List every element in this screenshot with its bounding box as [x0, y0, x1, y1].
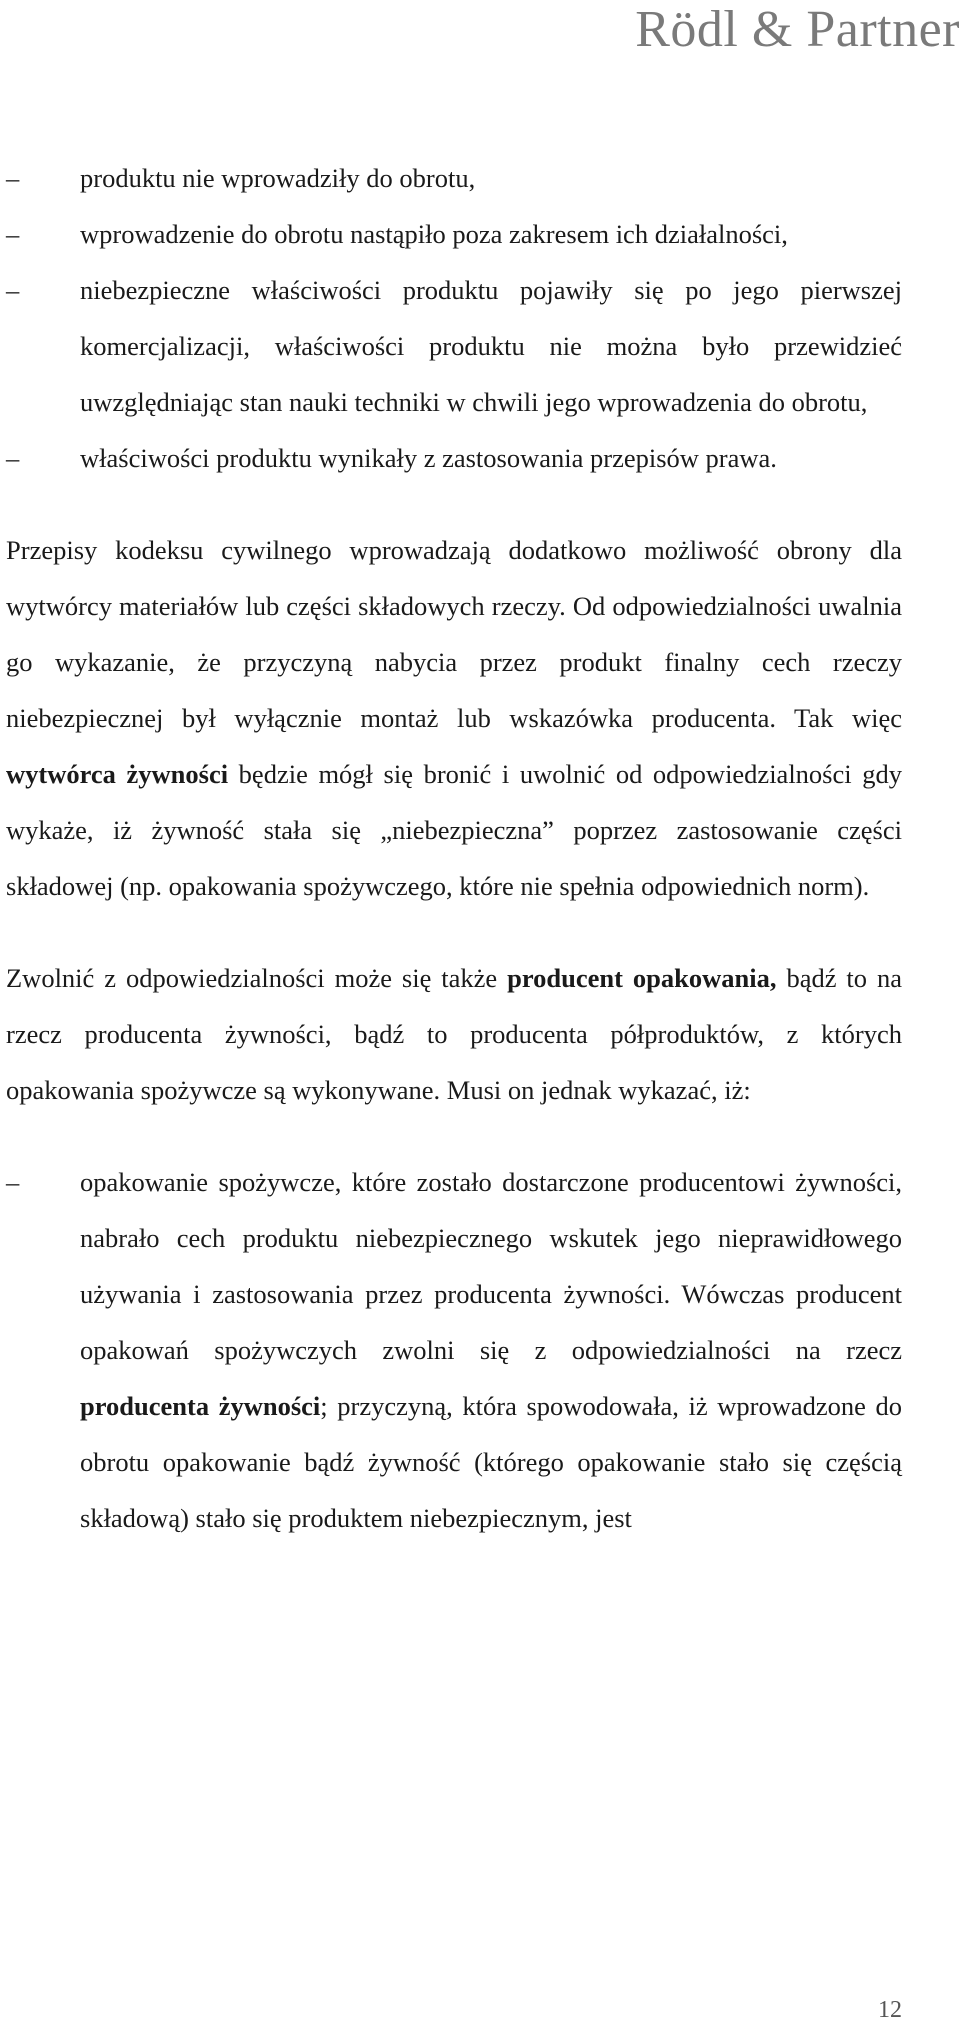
list-item-text: niebezpieczne właściwości produktu pojawiły się po jego pierwszej komercjalizacji, właściwości produktu nie można było przewidzieć uwzględniając stan nauki techniki w chwili jego wprowadzenia do obrotu,: [80, 275, 902, 417]
dash-bullet: –: [6, 219, 20, 249]
list-item-text: produktu nie wprowadziły do obrotu,: [80, 163, 476, 193]
dash-bullet: –: [6, 163, 20, 193]
dash-bullet: –: [6, 275, 20, 305]
bold-term: producenta żywności: [80, 1391, 321, 1421]
brand-logo-text: Rödl & Partner: [635, 1, 960, 58]
paragraph-text: Przepisy kodeksu cywilnego wprowadzają dodatkowo możliwość obrony dla wytwórcy materiałów lub części składowych rzeczy. Od odpowiedzialności uwalnia go wykazanie, że przyczyną nabycia przez produkt finalny cech rzeczy niebezpiecznej był wyłącznie montaż lub wskazówka producenta. Tak więc: [6, 535, 902, 733]
paragraph-text: będzie mógł się bronić i uwolnić od odpowiedzialności gdy wykaże, iż żywność stała się „niebezpieczna” poprzez zastosowanie części składowej (np. opakowania spożywczego, które nie spełnia odpowiednich norm).: [6, 759, 902, 901]
bold-term: wytwórca żywności: [6, 759, 229, 789]
dash-bullet: –: [6, 1167, 20, 1197]
page-number: 12: [878, 1997, 902, 2023]
list-item: [6, 150, 902, 206]
bold-term: producent opakowania,: [507, 963, 777, 993]
list-item: [6, 262, 902, 430]
list-item: [6, 1154, 902, 1546]
list-item-text: właściwości produktu wynikały z zastosowania przepisów prawa.: [80, 443, 777, 473]
paragraph-text: Zwolnić z odpowiedzialności może się także: [6, 963, 508, 993]
paragraph-obrona-wytworcy: [6, 522, 902, 914]
document-body: [6, 150, 902, 1546]
list-item-text: wprowadzenie do obrotu nastąpiło poza zakresem ich działalności,: [80, 219, 788, 249]
list-item: [6, 206, 902, 262]
list-item-text: ; przyczyną, która spowodowała, iż wprowadzone do obrotu opakowanie bądź żywność (którego opakowanie stało się częścią składową) stało się produktem niebezpiecznym, jest: [80, 1391, 902, 1533]
dash-bullet: –: [6, 443, 20, 473]
list-item: [6, 430, 902, 486]
paragraph-producent-opakowania: [6, 950, 902, 1118]
list-item-text: opakowanie spożywcze, które zostało dostarczone producentowi żywności, nabrało cech produktu niebezpiecznego wskutek jego nieprawidłowego używania i zastosowania przez producenta żywności. Wówczas producent opakowań spożywczych zwolni się z odpowiedzialności na rzecz: [80, 1167, 902, 1365]
paragraph-text: bądź to na rzecz producenta żywności, bądź to producenta półproduktów, z których opakowania spożywcze są wykonywane. Musi on jednak wykazać, iż:: [6, 963, 902, 1105]
